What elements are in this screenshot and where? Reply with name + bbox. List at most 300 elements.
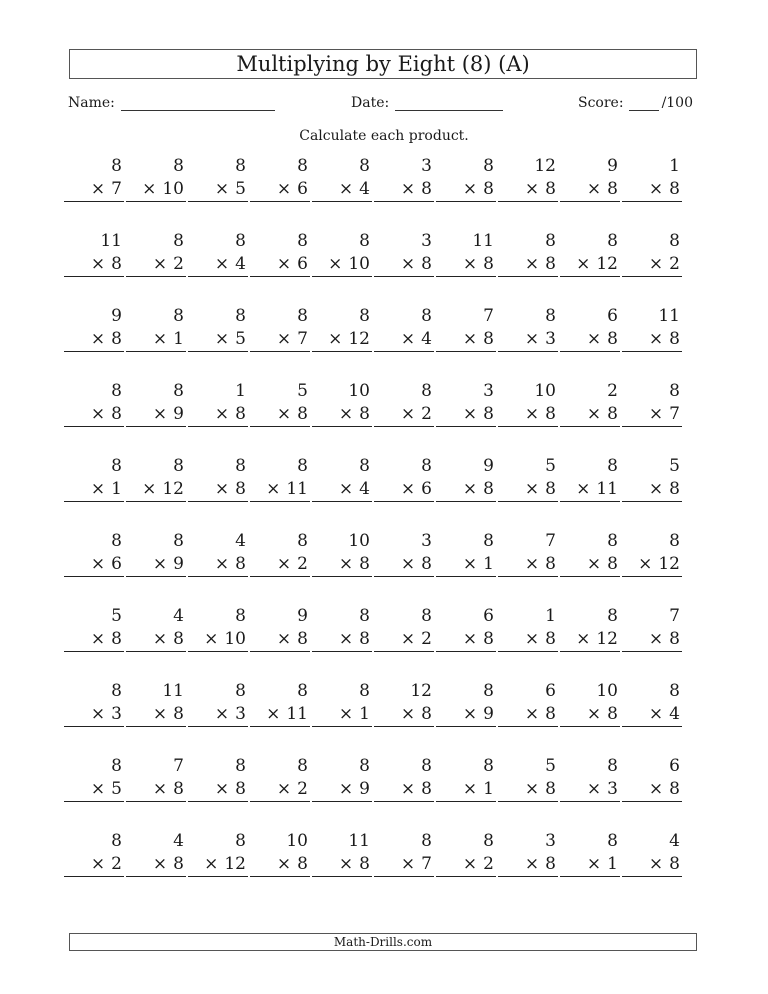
problem-top-number: 8 <box>669 231 680 251</box>
multiply-operator: × <box>328 329 343 349</box>
multiply-operator: × <box>524 854 540 874</box>
multiplier: 8 <box>173 629 184 649</box>
multiply-operator: × <box>152 329 168 349</box>
multiplier: 2 <box>297 779 308 799</box>
problem-9-2 <box>126 755 186 802</box>
multiplier: 8 <box>421 554 432 574</box>
date-field <box>351 95 503 111</box>
problem-5-1 <box>64 455 124 502</box>
multiply-operator: × <box>214 404 230 424</box>
problem-top-number: 4 <box>235 531 246 551</box>
problem-4-4 <box>250 380 310 427</box>
multiply-operator: × <box>586 779 602 799</box>
problem-bottom-number <box>64 703 124 727</box>
problem-3-6 <box>374 305 434 352</box>
multiplier: 8 <box>235 404 246 424</box>
problem-7-5 <box>312 605 372 652</box>
problem-bottom-number <box>436 628 496 652</box>
problem-1-6 <box>374 155 434 202</box>
date-label: Date: <box>351 95 390 111</box>
problem-2-10 <box>622 230 682 277</box>
footer-credit: Math-Drills.com <box>69 933 697 951</box>
problem-bottom-number <box>312 478 372 502</box>
problem-top-number: 1 <box>235 381 246 401</box>
multiply-operator: × <box>90 404 106 424</box>
multiplier: 8 <box>235 779 246 799</box>
problem-bottom-number <box>436 178 496 202</box>
problem-bottom-number <box>188 478 248 502</box>
problem-2-4 <box>250 230 310 277</box>
problem-6-3 <box>188 530 248 577</box>
multiply-operator: × <box>152 779 168 799</box>
problem-bottom-number <box>498 403 558 427</box>
problem-4-9 <box>560 380 620 427</box>
problem-bottom-number <box>560 253 620 277</box>
multiply-operator: × <box>266 704 281 724</box>
multiply-operator: × <box>524 179 540 199</box>
multiplier: 1 <box>607 854 618 874</box>
multiply-operator: × <box>524 254 540 274</box>
problem-top-number: 3 <box>421 531 432 551</box>
problem-top-number: 3 <box>483 381 494 401</box>
problem-8-7 <box>436 680 496 727</box>
problem-bottom-number <box>498 553 558 577</box>
multiply-operator: × <box>638 554 653 574</box>
multiplier: 10 <box>224 629 246 649</box>
problem-9-6 <box>374 755 434 802</box>
problem-bottom-number <box>188 703 248 727</box>
multiplier: 5 <box>235 179 246 199</box>
problem-top-number: 8 <box>483 531 494 551</box>
multiply-operator: × <box>400 554 416 574</box>
problem-top-number: 7 <box>545 531 556 551</box>
problem-bottom-number <box>498 253 558 277</box>
multiplier: 6 <box>421 479 432 499</box>
problem-bottom-number <box>188 778 248 802</box>
multiply-operator: × <box>142 479 157 499</box>
problem-bottom-number <box>126 628 186 652</box>
multiply-operator: × <box>648 629 664 649</box>
problem-5-4 <box>250 455 310 502</box>
multiplier: 8 <box>545 629 556 649</box>
problem-bottom-number <box>622 178 682 202</box>
multiplier: 4 <box>235 254 246 274</box>
problem-7-2 <box>126 605 186 652</box>
problem-5-7 <box>436 455 496 502</box>
problem-5-5 <box>312 455 372 502</box>
problem-bottom-number <box>560 328 620 352</box>
multiply-operator: × <box>214 554 230 574</box>
problem-top-number: 4 <box>173 831 184 851</box>
problem-9-7 <box>436 755 496 802</box>
problem-bottom-number <box>64 478 124 502</box>
problem-top-number: 8 <box>235 156 246 176</box>
multiply-operator: × <box>648 254 664 274</box>
problem-1-10 <box>622 155 682 202</box>
problem-bottom-number <box>312 778 372 802</box>
multiplier: 10 <box>348 254 370 274</box>
multiply-operator: × <box>338 854 354 874</box>
problem-bottom-number <box>622 853 682 877</box>
problem-6-5 <box>312 530 372 577</box>
problem-bottom-number <box>126 703 186 727</box>
problem-top-number: 2 <box>607 381 618 401</box>
multiply-operator: × <box>276 179 292 199</box>
multiplier: 11 <box>596 479 618 499</box>
problem-bottom-number <box>374 553 434 577</box>
problem-bottom-number <box>188 328 248 352</box>
multiply-operator: × <box>338 779 354 799</box>
multiply-operator: × <box>204 854 219 874</box>
problem-4-5 <box>312 380 372 427</box>
multiplier: 12 <box>596 629 618 649</box>
problem-top-number: 6 <box>607 306 618 326</box>
multiply-operator: × <box>524 554 540 574</box>
multiply-operator: × <box>90 329 106 349</box>
problem-top-number: 8 <box>669 681 680 701</box>
multiplier: 4 <box>359 179 370 199</box>
multiplier: 8 <box>235 554 246 574</box>
multiplier: 8 <box>359 554 370 574</box>
multiplier: 8 <box>483 254 494 274</box>
problem-10-9 <box>560 830 620 877</box>
problem-top-number: 5 <box>545 456 556 476</box>
problem-5-2 <box>126 455 186 502</box>
problem-top-number: 8 <box>607 231 618 251</box>
problem-10-8 <box>498 830 558 877</box>
multiply-operator: × <box>462 779 478 799</box>
multiplier: 8 <box>111 404 122 424</box>
problem-6-1 <box>64 530 124 577</box>
problem-bottom-number <box>250 553 310 577</box>
multiply-operator: × <box>576 629 591 649</box>
problem-bottom-number <box>436 478 496 502</box>
multiply-operator: × <box>152 554 168 574</box>
problem-top-number: 10 <box>286 831 308 851</box>
problem-top-number: 6 <box>545 681 556 701</box>
multiply-operator: × <box>462 479 478 499</box>
problem-bottom-number <box>498 478 558 502</box>
problem-5-8 <box>498 455 558 502</box>
multiplier: 8 <box>545 404 556 424</box>
multiplier: 7 <box>297 329 308 349</box>
problem-bottom-number <box>250 778 310 802</box>
problem-bottom-number <box>312 628 372 652</box>
problem-6-6 <box>374 530 434 577</box>
multiplier: 8 <box>669 779 680 799</box>
multiplier: 8 <box>483 179 494 199</box>
multiply-operator: × <box>648 179 664 199</box>
problem-bottom-number <box>126 253 186 277</box>
problem-top-number: 7 <box>669 606 680 626</box>
problem-top-number: 8 <box>421 756 432 776</box>
multiply-operator: × <box>90 854 106 874</box>
problem-top-number: 8 <box>297 456 308 476</box>
problem-bottom-number <box>436 853 496 877</box>
multiply-operator: × <box>276 554 292 574</box>
multiply-operator: × <box>90 554 106 574</box>
problem-top-number: 8 <box>483 156 494 176</box>
problem-top-number: 8 <box>297 756 308 776</box>
problem-4-7 <box>436 380 496 427</box>
problem-top-number: 8 <box>235 756 246 776</box>
problem-top-number: 4 <box>669 831 680 851</box>
multiply-operator: × <box>524 704 540 724</box>
problem-bottom-number <box>560 178 620 202</box>
problem-3-2 <box>126 305 186 352</box>
multiply-operator: × <box>152 854 168 874</box>
problem-bottom-number <box>560 703 620 727</box>
multiplier: 12 <box>348 329 370 349</box>
problem-bottom-number <box>312 328 372 352</box>
multiplier: 3 <box>111 704 122 724</box>
problem-bottom-number <box>250 178 310 202</box>
problem-bottom-number <box>560 853 620 877</box>
multiplier: 8 <box>669 329 680 349</box>
problem-9-5 <box>312 755 372 802</box>
problem-6-10 <box>622 530 682 577</box>
problem-top-number: 11 <box>658 306 680 326</box>
problem-top-number: 8 <box>607 531 618 551</box>
multiplier: 12 <box>162 479 184 499</box>
problem-bottom-number <box>498 853 558 877</box>
problem-bottom-number <box>560 403 620 427</box>
multiply-operator: × <box>152 254 168 274</box>
problem-bottom-number <box>126 178 186 202</box>
problem-bottom-number <box>436 403 496 427</box>
problem-bottom-number <box>188 628 248 652</box>
problem-top-number: 6 <box>483 606 494 626</box>
score-label: Score: <box>578 95 624 111</box>
multiplier: 4 <box>421 329 432 349</box>
multiply-operator: × <box>152 629 168 649</box>
problem-5-9 <box>560 455 620 502</box>
problem-top-number: 10 <box>348 531 370 551</box>
problem-top-number: 8 <box>297 156 308 176</box>
problem-top-number: 8 <box>235 456 246 476</box>
problem-3-4 <box>250 305 310 352</box>
problem-top-number: 8 <box>173 531 184 551</box>
multiply-operator: × <box>524 779 540 799</box>
problem-10-7 <box>436 830 496 877</box>
multiply-operator: × <box>328 254 343 274</box>
multiplier: 2 <box>421 404 432 424</box>
multiply-operator: × <box>462 179 478 199</box>
problem-bottom-number <box>560 553 620 577</box>
problem-top-number: 8 <box>235 231 246 251</box>
multiplier: 2 <box>173 254 184 274</box>
multiplier: 2 <box>421 629 432 649</box>
problem-top-number: 1 <box>669 156 680 176</box>
multiplier: 12 <box>596 254 618 274</box>
multiply-operator: × <box>90 179 106 199</box>
multiplier: 8 <box>359 854 370 874</box>
multiplier: 4 <box>669 704 680 724</box>
multiplier: 2 <box>111 854 122 874</box>
problem-bottom-number <box>374 778 434 802</box>
problem-9-1 <box>64 755 124 802</box>
problem-bottom-number <box>312 853 372 877</box>
problem-bottom-number <box>622 553 682 577</box>
problem-bottom-number <box>64 403 124 427</box>
multiplier: 8 <box>235 479 246 499</box>
problem-10-6 <box>374 830 434 877</box>
problem-bottom-number <box>250 478 310 502</box>
multiplier: 8 <box>111 629 122 649</box>
multiplier: 6 <box>297 179 308 199</box>
multiply-operator: × <box>648 329 664 349</box>
problem-bottom-number <box>498 328 558 352</box>
problem-bottom-number <box>374 253 434 277</box>
multiply-operator: × <box>400 329 416 349</box>
problem-top-number: 8 <box>235 606 246 626</box>
multiply-operator: × <box>586 704 602 724</box>
problem-top-number: 8 <box>669 381 680 401</box>
multiplier: 7 <box>669 404 680 424</box>
multiplier: 8 <box>359 404 370 424</box>
multiplier: 12 <box>224 854 246 874</box>
multiply-operator: × <box>524 329 540 349</box>
problem-bottom-number <box>250 628 310 652</box>
multiplier: 8 <box>173 854 184 874</box>
problem-top-number: 8 <box>359 456 370 476</box>
multiplier: 8 <box>421 704 432 724</box>
multiplier: 8 <box>669 479 680 499</box>
multiply-operator: × <box>576 254 591 274</box>
problem-2-1 <box>64 230 124 277</box>
problem-bottom-number <box>436 703 496 727</box>
problem-top-number: 8 <box>359 681 370 701</box>
problem-top-number: 8 <box>297 231 308 251</box>
multiply-operator: × <box>462 629 478 649</box>
multiplier: 8 <box>545 854 556 874</box>
problem-bottom-number <box>250 703 310 727</box>
problem-top-number: 8 <box>173 456 184 476</box>
problem-2-5 <box>312 230 372 277</box>
multiply-operator: × <box>214 479 230 499</box>
problem-bottom-number <box>374 478 434 502</box>
problem-top-number: 8 <box>545 306 556 326</box>
problem-top-number: 12 <box>534 156 556 176</box>
multiplier: 2 <box>483 854 494 874</box>
multiplier: 3 <box>607 779 618 799</box>
problem-top-number: 8 <box>297 531 308 551</box>
problem-5-6 <box>374 455 434 502</box>
multiplier: 3 <box>545 329 556 349</box>
problem-bottom-number <box>312 178 372 202</box>
multiply-operator: × <box>142 179 157 199</box>
multiplier: 11 <box>286 704 308 724</box>
multiplier: 1 <box>483 779 494 799</box>
multiplier: 8 <box>545 479 556 499</box>
problem-top-number: 9 <box>483 456 494 476</box>
problem-top-number: 8 <box>421 306 432 326</box>
problem-bottom-number <box>312 403 372 427</box>
problem-top-number: 8 <box>173 156 184 176</box>
problem-bottom-number <box>374 403 434 427</box>
problem-top-number: 9 <box>297 606 308 626</box>
problem-6-4 <box>250 530 310 577</box>
multiply-operator: × <box>586 179 602 199</box>
problem-7-9 <box>560 605 620 652</box>
problem-top-number: 8 <box>111 831 122 851</box>
multiply-operator: × <box>204 629 219 649</box>
multiply-operator: × <box>400 254 416 274</box>
multiply-operator: × <box>276 629 292 649</box>
problem-top-number: 8 <box>421 831 432 851</box>
multiply-operator: × <box>214 779 230 799</box>
multiply-operator: × <box>266 479 281 499</box>
multiply-operator: × <box>524 479 540 499</box>
problem-bottom-number <box>312 253 372 277</box>
multiplier: 3 <box>235 704 246 724</box>
problem-top-number: 11 <box>100 231 122 251</box>
problem-2-3 <box>188 230 248 277</box>
problem-3-8 <box>498 305 558 352</box>
problem-top-number: 8 <box>607 756 618 776</box>
multiplier: 8 <box>111 329 122 349</box>
problem-bottom-number <box>126 478 186 502</box>
problem-top-number: 5 <box>669 456 680 476</box>
multiplier: 12 <box>658 554 680 574</box>
problem-bottom-number <box>498 703 558 727</box>
problem-1-2 <box>126 155 186 202</box>
problem-top-number: 8 <box>421 456 432 476</box>
problem-bottom-number <box>250 253 310 277</box>
multiplier: 2 <box>669 254 680 274</box>
problem-bottom-number <box>64 628 124 652</box>
problem-bottom-number <box>374 628 434 652</box>
problem-10-4 <box>250 830 310 877</box>
multiply-operator: × <box>400 479 416 499</box>
problem-9-3 <box>188 755 248 802</box>
problem-7-7 <box>436 605 496 652</box>
multiply-operator: × <box>338 404 354 424</box>
problem-8-6 <box>374 680 434 727</box>
problem-top-number: 6 <box>669 756 680 776</box>
multiply-operator: × <box>90 779 106 799</box>
problem-8-9 <box>560 680 620 727</box>
problem-7-4 <box>250 605 310 652</box>
problem-10-1 <box>64 830 124 877</box>
multiply-operator: × <box>462 554 478 574</box>
problem-top-number: 8 <box>297 306 308 326</box>
problem-top-number: 8 <box>483 756 494 776</box>
multiply-operator: × <box>462 329 478 349</box>
problem-bottom-number <box>374 328 434 352</box>
problem-bottom-number <box>622 478 682 502</box>
problem-top-number: 7 <box>483 306 494 326</box>
problem-top-number: 1 <box>545 606 556 626</box>
multiply-operator: × <box>524 404 540 424</box>
problem-top-number: 8 <box>421 606 432 626</box>
multiplier: 8 <box>173 704 184 724</box>
multiply-operator: × <box>214 329 230 349</box>
problem-bottom-number <box>560 778 620 802</box>
problem-bottom-number <box>64 328 124 352</box>
problem-bottom-number <box>436 553 496 577</box>
problem-6-2 <box>126 530 186 577</box>
multiplier: 8 <box>669 854 680 874</box>
multiplier: 8 <box>483 329 494 349</box>
problem-bottom-number <box>622 328 682 352</box>
problem-9-10 <box>622 755 682 802</box>
multiplier: 2 <box>297 554 308 574</box>
problem-2-2 <box>126 230 186 277</box>
problem-top-number: 8 <box>111 531 122 551</box>
problem-bottom-number <box>126 328 186 352</box>
problem-bottom-number <box>126 403 186 427</box>
